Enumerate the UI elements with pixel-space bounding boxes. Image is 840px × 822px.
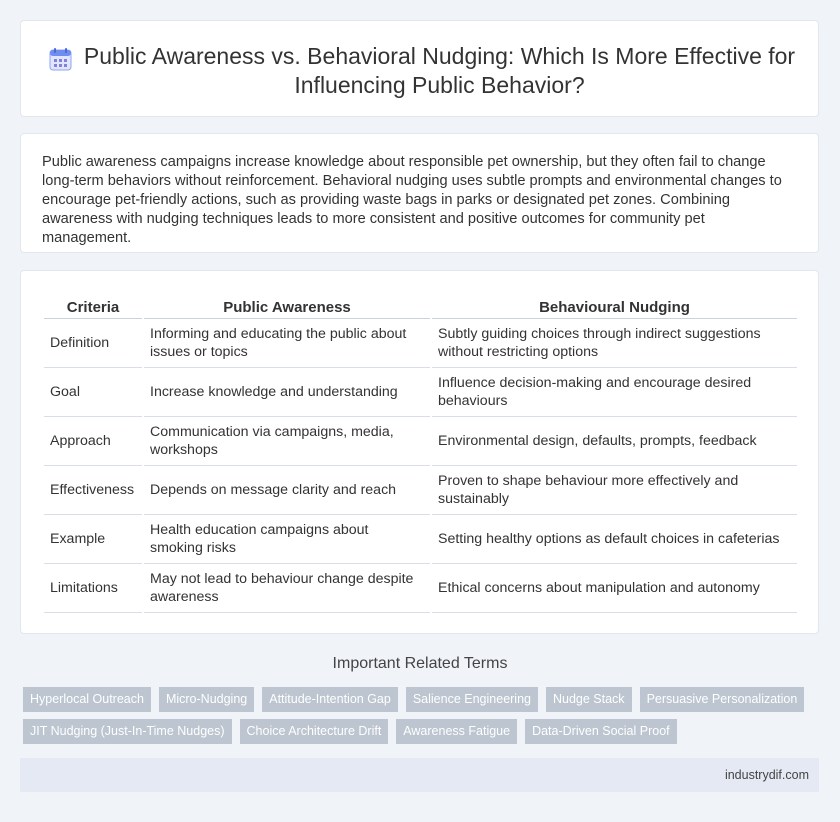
public-awareness-cell: Depends on message clarity and reach — [144, 466, 430, 515]
behavioural-nudging-cell: Proven to shape behaviour more effectively and sustainably — [432, 466, 797, 515]
behavioural-nudging-cell: Ethical concerns about manipulation and autonomy — [432, 564, 797, 613]
table-header-row — [44, 296, 797, 319]
table-row — [44, 466, 797, 515]
related-term-tag[interactable]: Persuasive Personalization — [640, 687, 805, 712]
behavioural-nudging-cell: Influence decision-making and encourage desired behaviours — [432, 368, 797, 417]
public-awareness-cell: Informing and educating the public about issues or topics — [144, 319, 430, 368]
comparison-table — [42, 296, 799, 613]
criteria-cell: Example — [44, 515, 142, 564]
title-card — [20, 20, 819, 117]
related-terms-row — [23, 687, 804, 712]
related-term-tag[interactable]: Awareness Fatigue — [396, 719, 517, 744]
public-awareness-cell: Health education campaigns about smoking risks — [144, 515, 430, 564]
intro-card — [20, 133, 819, 253]
criteria-cell: Approach — [44, 417, 142, 466]
calendar-icon — [48, 47, 73, 72]
criteria-cell: Definition — [44, 319, 142, 368]
footer-site-link[interactable]: industrydif.com — [724, 768, 809, 782]
related-terms-row — [23, 719, 677, 744]
table-row — [44, 515, 797, 564]
behavioural-nudging-cell: Environmental design, defaults, prompts, feedback — [432, 417, 797, 466]
intro-paragraph: Public awareness campaigns increase knowledge about responsible pet ownership, but they often fail to change long-term behaviors without reinforcement. Behavioral nudging uses subtle prompts and environmental changes to encourage pet-friendly actions, such as providing waste bags in parks or designated pet zones. Combining awareness with nudging techniques leads to more consistent and positive outcomes for community pet management. — [42, 154, 782, 246]
table-row — [44, 564, 797, 613]
table-row — [44, 368, 797, 417]
behavioural-nudging-cell: Setting healthy options as default choices in cafeterias — [432, 515, 797, 564]
related-term-tag[interactable]: Data-Driven Social Proof — [525, 719, 677, 744]
criteria-cell: Limitations — [44, 564, 142, 613]
page-title: Public Awareness vs. Behavioral Nudging: Which Is More Effective for Influencing Public Behavior? — [83, 43, 796, 98]
comparison-table-card — [20, 270, 819, 634]
behavioural-nudging-cell: Subtly guiding choices through indirect suggestions without restricting options — [432, 319, 797, 368]
related-term-tag[interactable]: Nudge Stack — [546, 687, 632, 712]
criteria-cell: Goal — [44, 368, 142, 417]
related-term-tag[interactable]: Hyperlocal Outreach — [23, 687, 151, 712]
column-header: Criteria — [44, 296, 142, 319]
criteria-cell: Effectiveness — [44, 466, 142, 515]
footer — [20, 758, 819, 792]
table-row — [44, 417, 797, 466]
related-term-tag[interactable]: Attitude-Intention Gap — [262, 687, 398, 712]
public-awareness-cell: Increase knowledge and understanding — [144, 368, 430, 417]
related-term-tag[interactable]: Choice Architecture Drift — [240, 719, 389, 744]
column-header: Public Awareness — [144, 296, 430, 319]
related-terms-heading: Important Related Terms — [332, 655, 508, 672]
table-row — [44, 319, 797, 368]
related-term-tag[interactable]: JIT Nudging (Just-In-Time Nudges) — [23, 719, 232, 744]
column-header: Behavioural Nudging — [432, 296, 797, 319]
related-term-tag[interactable]: Salience Engineering — [406, 687, 538, 712]
public-awareness-cell: Communication via campaigns, media, workshops — [144, 417, 430, 466]
public-awareness-cell: May not lead to behaviour change despite awareness — [144, 564, 430, 613]
related-term-tag[interactable]: Micro-Nudging — [159, 687, 254, 712]
